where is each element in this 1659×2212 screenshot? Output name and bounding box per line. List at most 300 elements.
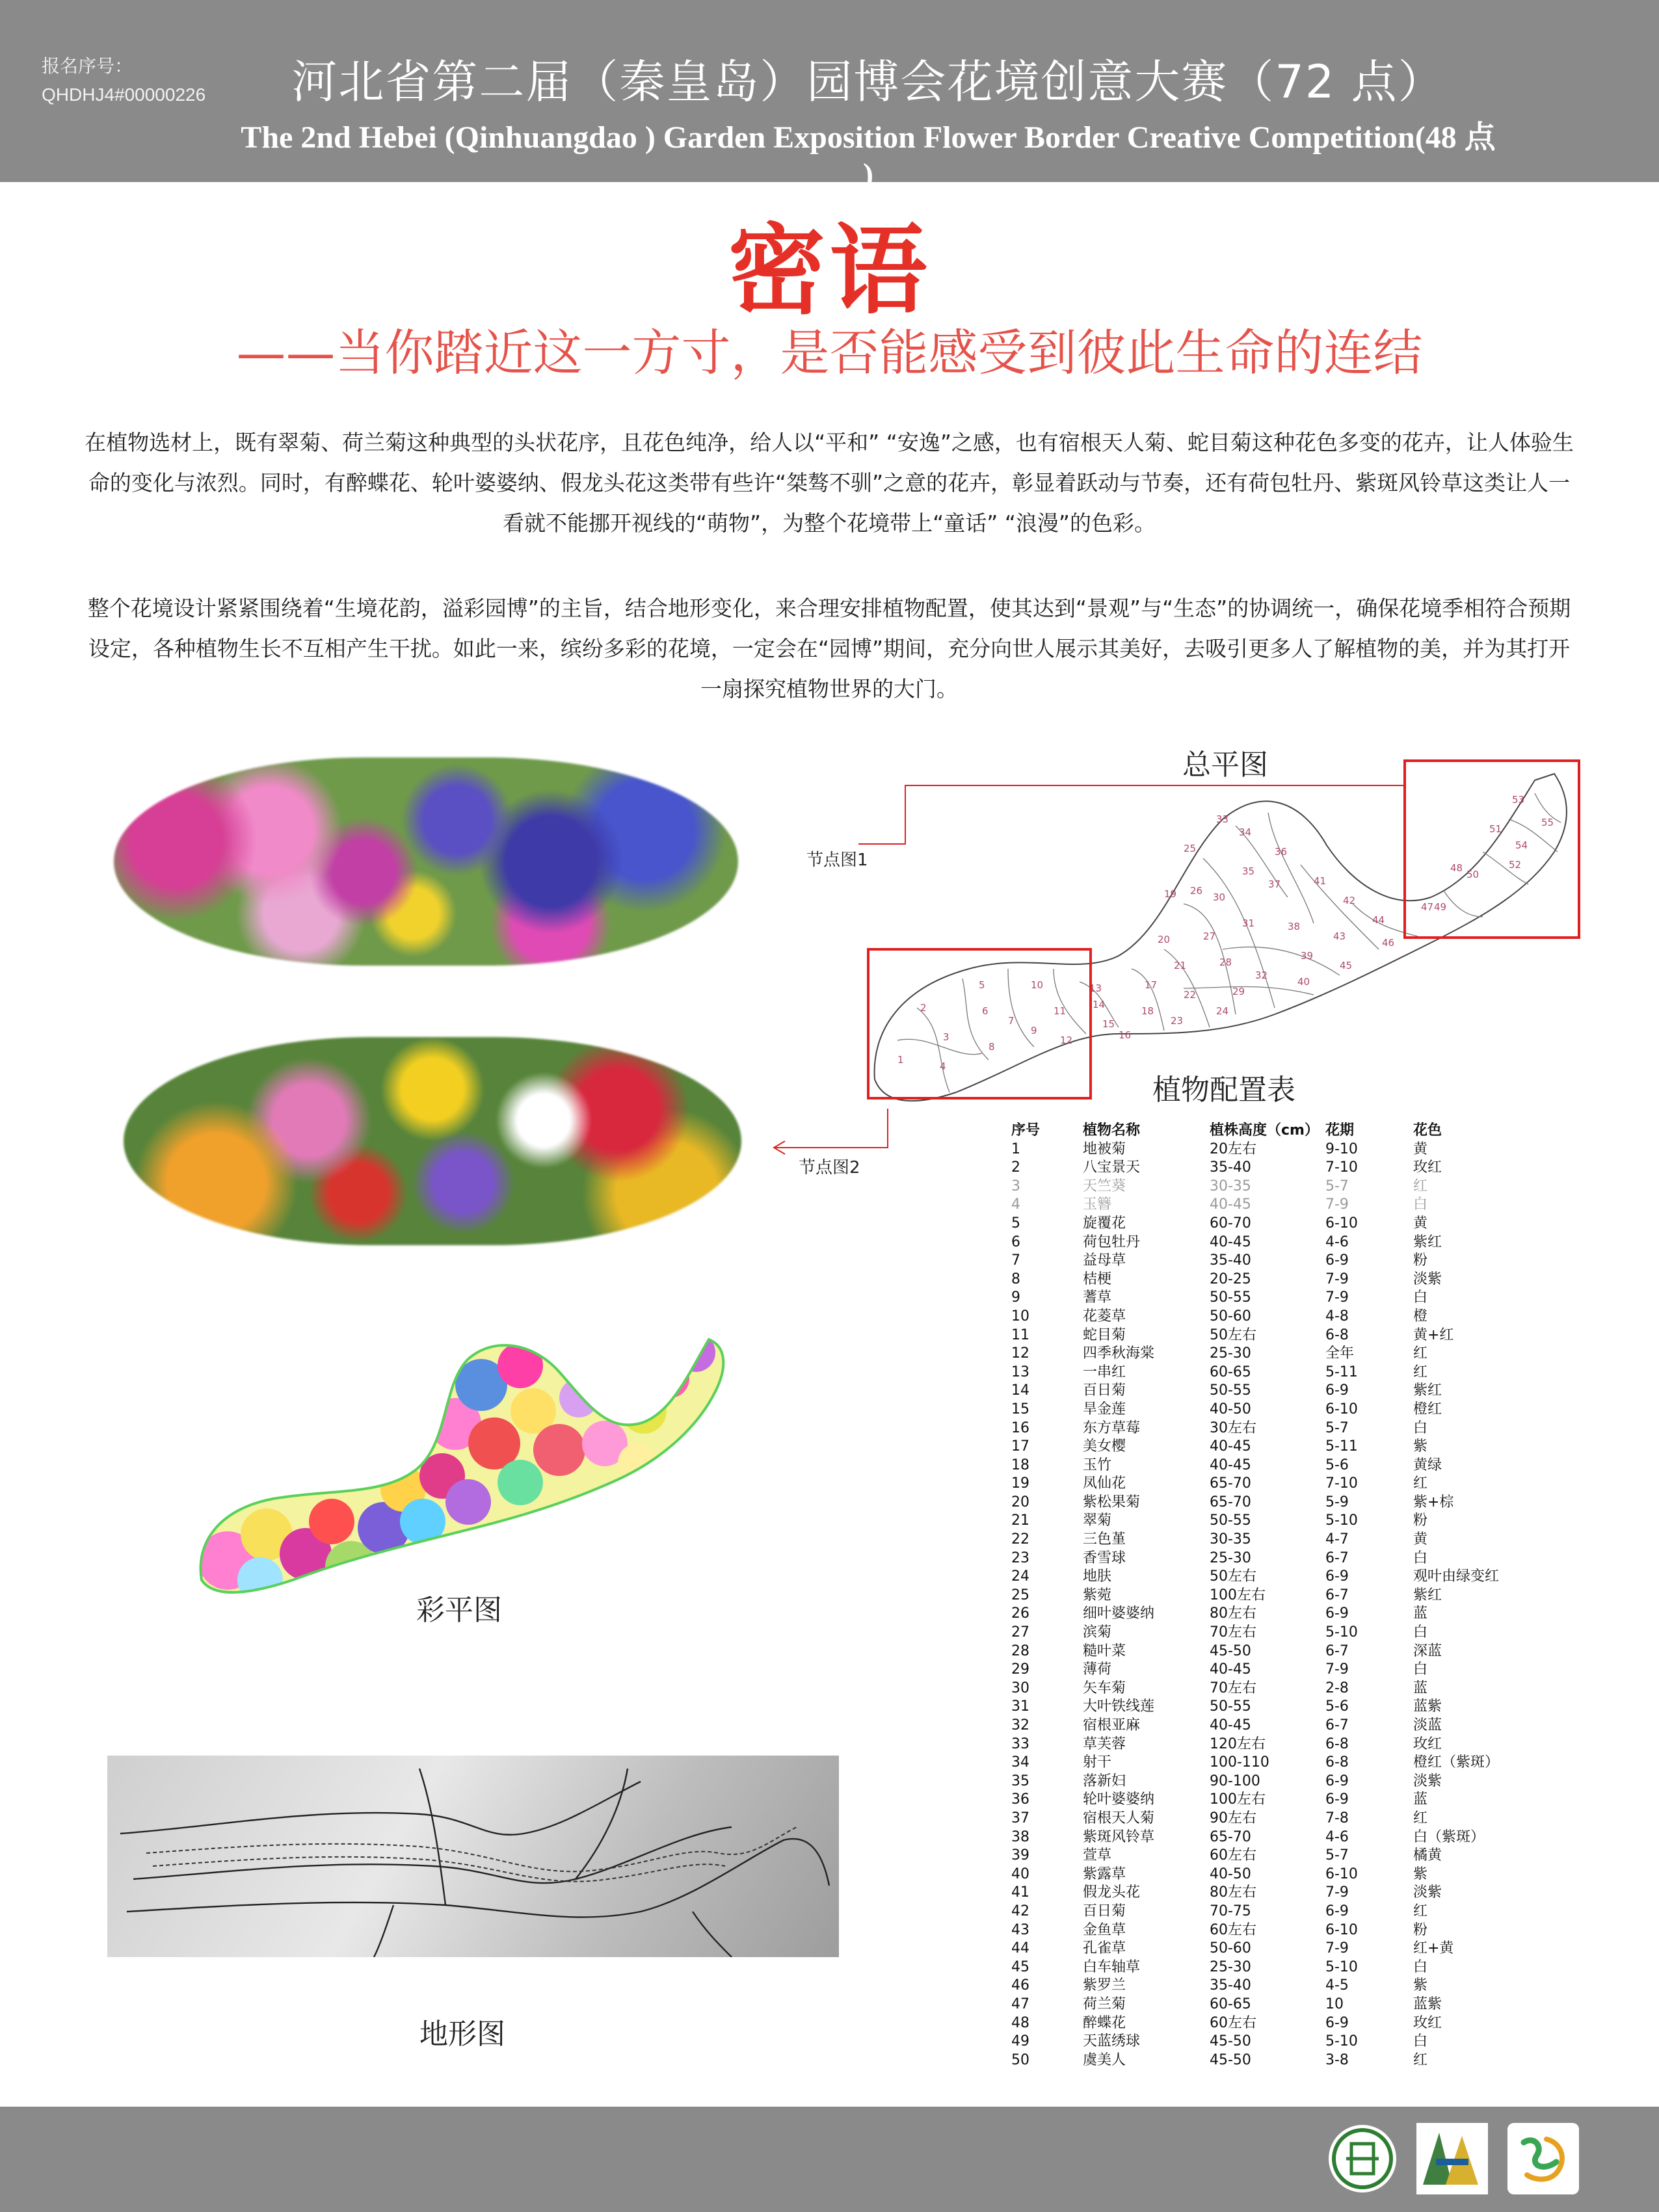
svg-text:27: 27 (1203, 930, 1216, 942)
color-plan-title: 彩平图 (416, 1594, 502, 1627)
cell-flower-color: 玫红 (1413, 2014, 1442, 2031)
cell-number: 15 (1011, 1401, 1029, 1417)
cell-plant-name: 射干 (1083, 1754, 1112, 1771)
table-row (1011, 1494, 1543, 1512)
cell-number: 45 (1011, 1958, 1029, 1975)
cell-number: 41 (1011, 1884, 1029, 1901)
cell-number: 46 (1011, 1977, 1029, 1994)
svg-text:15: 15 (1102, 1018, 1115, 1030)
cell-flower-color: 淡紫 (1413, 1271, 1442, 1287)
cell-plant-name: 玉竹 (1083, 1456, 1112, 1473)
svg-text:30: 30 (1213, 891, 1226, 903)
cell-plant-name: 荷兰菊 (1083, 1995, 1126, 2012)
svg-text:7: 7 (1008, 1015, 1015, 1027)
cell-height: 70左右 (1210, 1679, 1256, 1696)
cell-bloom-period: 7-9 (1325, 1196, 1349, 1213)
cell-plant-name: 宿根天人菊 (1083, 1810, 1155, 1826)
table-row (1011, 1345, 1543, 1363)
qinhuangdao-expo-logo-icon (1507, 2123, 1579, 2194)
svg-text:45: 45 (1340, 960, 1353, 971)
cell-number: 5 (1011, 1215, 1020, 1231)
cell-flower-color: 黄 (1413, 1215, 1428, 1231)
svg-text:8: 8 (989, 1041, 995, 1053)
cell-height: 60-70 (1210, 1215, 1251, 1231)
svg-text:12: 12 (1060, 1034, 1073, 1046)
svg-text:21: 21 (1174, 960, 1187, 971)
cell-number: 48 (1011, 2014, 1029, 2031)
svg-text:1: 1 (897, 1054, 904, 1066)
cell-height: 40-45 (1210, 1438, 1251, 1455)
cell-number: 20 (1011, 1494, 1029, 1510)
association-logo-icon (1416, 2123, 1488, 2194)
table-row (1011, 1940, 1543, 1958)
header-flower-color: 花色 (1413, 1122, 1442, 1139)
cell-flower-color: 白 (1413, 1624, 1428, 1641)
cell-height: 65-70 (1210, 1828, 1251, 1845)
cell-flower-color: 淡蓝 (1413, 1717, 1442, 1733)
cell-height: 50-60 (1210, 1308, 1251, 1324)
cell-flower-color: 紫红 (1413, 1587, 1442, 1603)
svg-text:38: 38 (1288, 921, 1301, 932)
cell-number: 2 (1011, 1159, 1020, 1176)
cell-number: 4 (1011, 1196, 1020, 1213)
cell-number: 33 (1011, 1735, 1029, 1752)
svg-text:26: 26 (1190, 885, 1203, 897)
cell-plant-name: 宿根亚麻 (1083, 1717, 1141, 1733)
cell-plant-name: 紫罗兰 (1083, 1977, 1126, 1994)
cell-bloom-period: 6-9 (1325, 1252, 1349, 1269)
cell-bloom-period: 7-10 (1325, 1159, 1358, 1176)
cell-plant-name: 东方草莓 (1083, 1419, 1141, 1436)
cell-number: 43 (1011, 1921, 1029, 1938)
terrain-title: 地形图 (419, 2018, 505, 2051)
cell-height: 50-55 (1210, 1698, 1251, 1715)
cell-plant-name: 假龙头花 (1083, 1884, 1141, 1901)
cell-bloom-period: 6-7 (1325, 1549, 1349, 1566)
cell-flower-color: 蓝紫 (1413, 1698, 1442, 1715)
cell-flower-color: 淡紫 (1413, 1772, 1442, 1789)
cell-number: 3 (1011, 1178, 1020, 1194)
svg-text:52: 52 (1509, 859, 1522, 871)
svg-text:24: 24 (1216, 1005, 1229, 1017)
svg-text:25: 25 (1184, 843, 1197, 854)
cell-bloom-period: 9-10 (1325, 1140, 1358, 1157)
cell-height: 80左右 (1210, 1884, 1256, 1901)
table-row (1011, 1456, 1543, 1475)
cell-height: 40-50 (1210, 1865, 1251, 1882)
svg-text:32: 32 (1255, 969, 1268, 981)
cell-plant-name: 蓍草 (1083, 1289, 1112, 1306)
cell-number: 47 (1011, 1995, 1029, 2012)
cell-bloom-period: 5-10 (1325, 1624, 1358, 1641)
subtitle: ——当你踏近这一方寸，是否能感受到彼此生命的连结 (236, 324, 1423, 382)
cell-flower-color: 观叶由绿变红 (1413, 1568, 1500, 1585)
table-row (1011, 1140, 1543, 1159)
cell-flower-color: 橙红（紫斑） (1413, 1754, 1500, 1771)
table-row (1011, 1401, 1543, 1419)
cell-flower-color: 红 (1413, 1810, 1428, 1826)
cell-bloom-period: 全年 (1325, 1345, 1355, 1362)
svg-text:3: 3 (943, 1031, 949, 1043)
cell-number: 40 (1011, 1865, 1029, 1882)
cell-height: 20-25 (1210, 1271, 1251, 1287)
table-row (1011, 1363, 1543, 1382)
color-plan-drawing (189, 1326, 735, 1600)
cell-bloom-period: 10 (1325, 1995, 1344, 2012)
expo-seal-logo-icon (1327, 2123, 1398, 2194)
table-row (1011, 1717, 1543, 1735)
cell-flower-color: 白 (1413, 1289, 1428, 1306)
svg-text:48: 48 (1450, 862, 1463, 874)
cell-height: 40-45 (1210, 1233, 1251, 1250)
cell-plant-name: 一串红 (1083, 1363, 1126, 1380)
cell-plant-name: 天竺葵 (1083, 1178, 1126, 1194)
cell-flower-color: 紫红 (1413, 1233, 1442, 1250)
cell-plant-name: 薄荷 (1083, 1661, 1112, 1678)
cell-flower-color: 黄 (1413, 1531, 1428, 1548)
cell-bloom-period: 7-9 (1325, 1940, 1349, 1957)
competition-title-cn: 河北省第二届（秦皇岛）园博会花境创意大赛（72 点） (291, 55, 1445, 109)
cell-flower-color: 白 (1413, 2033, 1428, 2050)
svg-text:13: 13 (1089, 982, 1102, 994)
svg-text:18: 18 (1141, 1005, 1154, 1017)
svg-text:51: 51 (1489, 823, 1502, 835)
cell-number: 35 (1011, 1772, 1029, 1789)
cell-bloom-period: 6-9 (1325, 1772, 1349, 1789)
cell-height: 25-30 (1210, 1958, 1251, 1975)
cell-height: 30-35 (1210, 1178, 1251, 1194)
cell-bloom-period: 6-10 (1325, 1401, 1358, 1417)
cell-height: 90左右 (1210, 1810, 1256, 1826)
table-row (1011, 1642, 1543, 1661)
cell-bloom-period: 4-8 (1325, 1308, 1349, 1324)
table-row (1011, 2033, 1543, 2051)
cell-height: 40-50 (1210, 1401, 1251, 1417)
cell-bloom-period: 4-6 (1325, 1233, 1349, 1250)
table-row (1011, 1884, 1543, 1903)
cell-flower-color: 白（紫斑） (1413, 1828, 1485, 1845)
cell-plant-name: 孔雀草 (1083, 1940, 1126, 1957)
table-row (1011, 1903, 1543, 1921)
svg-text:2: 2 (920, 1002, 927, 1014)
cell-number: 21 (1011, 1512, 1029, 1529)
cell-number: 8 (1011, 1271, 1020, 1287)
cell-number: 12 (1011, 1345, 1029, 1362)
node-1-highlight-box (1403, 759, 1580, 939)
table-row (1011, 1921, 1543, 1940)
cell-plant-name: 糙叶菜 (1083, 1642, 1126, 1659)
cell-plant-name: 天蓝绣球 (1083, 2033, 1141, 2050)
table-row (1011, 1958, 1543, 1977)
cell-number: 26 (1011, 1605, 1029, 1622)
cell-height: 50-60 (1210, 1940, 1251, 1957)
cell-plant-name: 轮叶婆婆纳 (1083, 1791, 1155, 1808)
cell-height: 100左右 (1210, 1791, 1266, 1808)
svg-text:42: 42 (1343, 895, 1356, 906)
intro-paragraph-2: 整个花境设计紧紧围绕着“生境花韵，溢彩园博”的主旨，结合地形变化，来合理安排植物配置，使其达到“景观”与“生态”的协调统一，确保花境季相符合预期设定，各种植物生长不互相产生干扰。如此一来，缤纷多彩的花境，一定会在“园博”期间，充分向世人展示其美好，去吸引更多人了解植物的美，并为其打开一扇探究植物世界的大门。 (87, 596, 1571, 702)
cell-bloom-period: 3-8 (1325, 2051, 1349, 2068)
node-2-highlight-box (867, 948, 1092, 1099)
svg-text:33: 33 (1216, 813, 1229, 825)
cell-flower-color: 白 (1413, 1958, 1428, 1975)
table-row (1011, 2051, 1543, 2070)
cell-bloom-period: 4-7 (1325, 1531, 1349, 1548)
cell-plant-name: 大叶铁线莲 (1083, 1698, 1155, 1715)
cell-plant-name: 细叶婆婆纳 (1083, 1605, 1155, 1622)
cell-height: 25-30 (1210, 1345, 1251, 1362)
cell-bloom-period: 5-11 (1325, 1363, 1358, 1380)
table-row (1011, 1178, 1543, 1196)
cell-plant-name: 凤仙花 (1083, 1475, 1126, 1492)
cell-flower-color: 白 (1413, 1661, 1428, 1678)
cell-plant-name: 百日菊 (1083, 1903, 1126, 1919)
cell-height: 35-40 (1210, 1252, 1251, 1269)
cell-height: 60左右 (1210, 1921, 1256, 1938)
cell-number: 24 (1011, 1568, 1029, 1585)
table-row (1011, 1828, 1543, 1847)
table-row (1011, 1326, 1543, 1345)
cell-bloom-period: 5-10 (1325, 2033, 1358, 2050)
cell-flower-color: 紫 (1413, 1865, 1428, 1882)
cell-number: 30 (1011, 1679, 1029, 1696)
cell-number: 49 (1011, 2033, 1029, 2050)
cell-number: 34 (1011, 1754, 1029, 1771)
cell-bloom-period: 7-10 (1325, 1475, 1358, 1492)
cell-bloom-period: 5-6 (1325, 1456, 1349, 1473)
cell-flower-color: 粉 (1413, 1252, 1428, 1269)
cell-flower-color: 红 (1413, 1345, 1428, 1362)
cell-height: 40-45 (1210, 1661, 1251, 1678)
cell-flower-color: 红 (1413, 1475, 1428, 1492)
svg-text:22: 22 (1184, 989, 1197, 1001)
cell-bloom-period: 5-6 (1325, 1698, 1349, 1715)
cell-height: 50-55 (1210, 1512, 1251, 1529)
cell-bloom-period: 6-9 (1325, 1605, 1349, 1622)
cell-height: 40-45 (1210, 1456, 1251, 1473)
table-row (1011, 1772, 1543, 1791)
cell-number: 11 (1011, 1326, 1029, 1343)
cell-flower-color: 蓝 (1413, 1605, 1428, 1622)
cell-height: 65-70 (1210, 1494, 1251, 1510)
cell-number: 29 (1011, 1661, 1029, 1678)
svg-text:23: 23 (1171, 1015, 1184, 1027)
cell-bloom-period: 7-8 (1325, 1810, 1349, 1826)
cell-flower-color: 黄+红 (1413, 1326, 1454, 1343)
cell-height: 40-45 (1210, 1196, 1251, 1213)
cell-plant-name: 滨菊 (1083, 1624, 1112, 1641)
table-header-row (1011, 1122, 1543, 1140)
table-row (1011, 1661, 1543, 1679)
cell-height: 70左右 (1210, 1624, 1256, 1641)
cell-flower-color: 粉 (1413, 1512, 1428, 1529)
competition-title-en: The 2nd Hebei (Qinhuangdao ) Garden Exposition Flower Border Creative Competition(48 点 ) (241, 120, 1496, 192)
terrain-map-image (107, 1756, 839, 1957)
table-row (1011, 1196, 1543, 1215)
cell-number: 36 (1011, 1791, 1029, 1808)
table-row (1011, 1679, 1543, 1698)
svg-text:55: 55 (1541, 817, 1554, 828)
cell-height: 100-110 (1210, 1754, 1269, 1771)
cell-bloom-period: 5-7 (1325, 1178, 1349, 1194)
table-row (1011, 1289, 1543, 1308)
cell-number: 6 (1011, 1233, 1020, 1250)
cell-bloom-period: 6-9 (1325, 1568, 1349, 1585)
cell-number: 9 (1011, 1289, 1020, 1306)
cell-height: 35-40 (1210, 1977, 1251, 1994)
cell-bloom-period: 5-7 (1325, 1847, 1349, 1864)
cell-height: 60-65 (1210, 1363, 1251, 1380)
cell-height: 70-75 (1210, 1903, 1251, 1919)
cell-height: 120左右 (1210, 1735, 1266, 1752)
cell-bloom-period: 6-10 (1325, 1865, 1358, 1882)
cell-height: 100左右 (1210, 1587, 1266, 1603)
cell-height: 30-35 (1210, 1531, 1251, 1548)
cell-number: 44 (1011, 1940, 1029, 1957)
intro-paragraph-1: 在植物选材上，既有翠菊、荷兰菊这种典型的头状花序，且花色纯净，给人以“平和” “安逸”之感，也有宿根天人菊、蛇目菊这种花色多变的花卉，让人体验生命的变化与浓烈。同时，有醉蝶花、轮叶婆婆纳、假龙头花这类带有些许“桀骜不驯”之意的花卉，彰显着跃动与节奏，还有荷包牡丹、紫斑风铃草这类让人一看就不能挪开视线的“萌物”，为整个花境带上“童话” “浪漫”的色彩。 (85, 430, 1574, 536)
cell-flower-color: 紫红 (1413, 1382, 1442, 1399)
cell-height: 45-50 (1210, 1642, 1251, 1659)
cell-plant-name: 落新妇 (1083, 1772, 1126, 1789)
header-bar (0, 0, 1659, 192)
cell-plant-name: 荷包牡丹 (1083, 1233, 1141, 1250)
cell-plant-name: 翠菊 (1083, 1512, 1112, 1529)
svg-text:46: 46 (1382, 937, 1395, 949)
cell-number: 22 (1011, 1531, 1029, 1548)
node-2-leader-arrow (767, 1105, 897, 1170)
table-row (1011, 1308, 1543, 1326)
terrain-contour-lines (107, 1756, 839, 1957)
table-row (1011, 1791, 1543, 1810)
cell-height: 60左右 (1210, 2014, 1256, 2031)
cell-flower-color: 白 (1413, 1419, 1428, 1436)
svg-text:53: 53 (1512, 794, 1525, 806)
cell-height: 40-45 (1210, 1717, 1251, 1733)
cell-flower-color: 蓝 (1413, 1791, 1428, 1808)
svg-text:17: 17 (1145, 979, 1158, 991)
cell-number: 1 (1011, 1140, 1020, 1157)
cell-height: 50左右 (1210, 1568, 1256, 1585)
table-row (1011, 1847, 1543, 1865)
cell-bloom-period: 6-9 (1325, 2014, 1349, 2031)
cell-number: 31 (1011, 1698, 1029, 1715)
svg-text:37: 37 (1268, 878, 1281, 890)
cell-number: 13 (1011, 1363, 1029, 1380)
cell-plant-name: 蛇目菊 (1083, 1326, 1126, 1343)
svg-text:16: 16 (1119, 1029, 1132, 1041)
table-row (1011, 1512, 1543, 1531)
table-row (1011, 2014, 1543, 2033)
cell-height: 50-55 (1210, 1289, 1251, 1306)
cell-flower-color: 黄 (1413, 1140, 1428, 1157)
cell-plant-name: 八宝景天 (1083, 1159, 1141, 1176)
cell-bloom-period: 6-7 (1325, 1717, 1349, 1733)
cell-number: 32 (1011, 1717, 1029, 1733)
cell-flower-color: 红 (1413, 2051, 1428, 2068)
cell-bloom-period: 5-7 (1325, 1419, 1349, 1436)
cell-plant-name: 草芙蓉 (1083, 1735, 1126, 1752)
cell-bloom-period: 6-8 (1325, 1735, 1349, 1752)
table-row (1011, 1215, 1543, 1233)
cell-plant-name: 白车轴草 (1083, 1958, 1141, 1975)
table-row (1011, 1382, 1543, 1401)
cell-height: 20左右 (1210, 1140, 1256, 1157)
cell-number: 42 (1011, 1903, 1029, 1919)
cell-flower-color: 红+黄 (1413, 1940, 1454, 1957)
cell-height: 45-50 (1210, 2033, 1251, 2050)
registration-code: QHDHJ4#00000226 (42, 85, 206, 105)
svg-text:44: 44 (1372, 914, 1385, 926)
cell-number: 19 (1011, 1475, 1029, 1492)
svg-text:31: 31 (1242, 917, 1255, 929)
registration-label: 报名序号： (42, 55, 133, 77)
cell-bloom-period: 7-9 (1325, 1661, 1349, 1678)
cell-bloom-period: 7-9 (1325, 1884, 1349, 1901)
cell-flower-color: 蓝 (1413, 1679, 1428, 1696)
node-label-2: 节点图2 (799, 1158, 860, 1178)
cell-bloom-period: 4-6 (1325, 1828, 1349, 1845)
cell-number: 17 (1011, 1438, 1029, 1455)
cell-plant-name: 紫露草 (1083, 1865, 1126, 1882)
cell-plant-name: 萱草 (1083, 1847, 1112, 1864)
svg-text:50: 50 (1467, 869, 1480, 880)
cell-plant-name: 四季秋海棠 (1083, 1345, 1155, 1362)
master-plan-title: 总平图 (1182, 748, 1268, 782)
cell-height: 35-40 (1210, 1159, 1251, 1176)
svg-text:54: 54 (1515, 839, 1528, 851)
cell-height: 80左右 (1210, 1605, 1256, 1622)
table-row (1011, 1810, 1543, 1828)
svg-text:40: 40 (1297, 976, 1310, 988)
svg-text:5: 5 (979, 979, 985, 991)
table-row (1011, 1531, 1543, 1549)
table-row (1011, 1233, 1543, 1252)
cell-bloom-period: 5-9 (1325, 1494, 1349, 1510)
cell-number: 39 (1011, 1847, 1029, 1864)
cell-plant-name: 益母草 (1083, 1252, 1126, 1269)
cell-plant-name: 虞美人 (1083, 2051, 1126, 2068)
cell-flower-color: 淡紫 (1413, 1884, 1442, 1901)
cell-flower-color: 黄绿 (1413, 1456, 1442, 1473)
cell-plant-name: 紫松果菊 (1083, 1494, 1141, 1510)
header-plant-name: 植物名称 (1083, 1122, 1141, 1139)
table-row (1011, 1735, 1543, 1754)
svg-text:43: 43 (1333, 930, 1346, 942)
plant-table-title: 植物配置表 (1152, 1073, 1295, 1107)
cell-height: 50左右 (1210, 1326, 1256, 1343)
cell-bloom-period: 6-10 (1325, 1921, 1358, 1938)
cell-flower-color: 紫 (1413, 1438, 1428, 1455)
table-row (1011, 1587, 1543, 1605)
table-row (1011, 1475, 1543, 1494)
svg-text:20: 20 (1158, 934, 1171, 945)
cell-plant-name: 香雪球 (1083, 1549, 1126, 1566)
cell-bloom-period: 4-5 (1325, 1977, 1349, 1994)
cell-height: 50-55 (1210, 1382, 1251, 1399)
cell-plant-name: 地肤 (1083, 1568, 1112, 1585)
table-row (1011, 1271, 1543, 1289)
cell-bloom-period: 6-9 (1325, 1382, 1349, 1399)
svg-text:11: 11 (1054, 1005, 1067, 1017)
cell-height: 45-50 (1210, 2051, 1251, 2068)
svg-text:19: 19 (1164, 888, 1177, 900)
cell-flower-color: 蓝紫 (1413, 1995, 1442, 2012)
cell-plant-name: 旋覆花 (1083, 1215, 1126, 1231)
cell-flower-color: 橘黄 (1413, 1847, 1442, 1864)
cell-bloom-period: 6-8 (1325, 1326, 1349, 1343)
cell-plant-name: 桔梗 (1083, 1271, 1112, 1287)
cell-flower-color: 玫红 (1413, 1159, 1442, 1176)
cell-height: 90-100 (1210, 1772, 1260, 1789)
